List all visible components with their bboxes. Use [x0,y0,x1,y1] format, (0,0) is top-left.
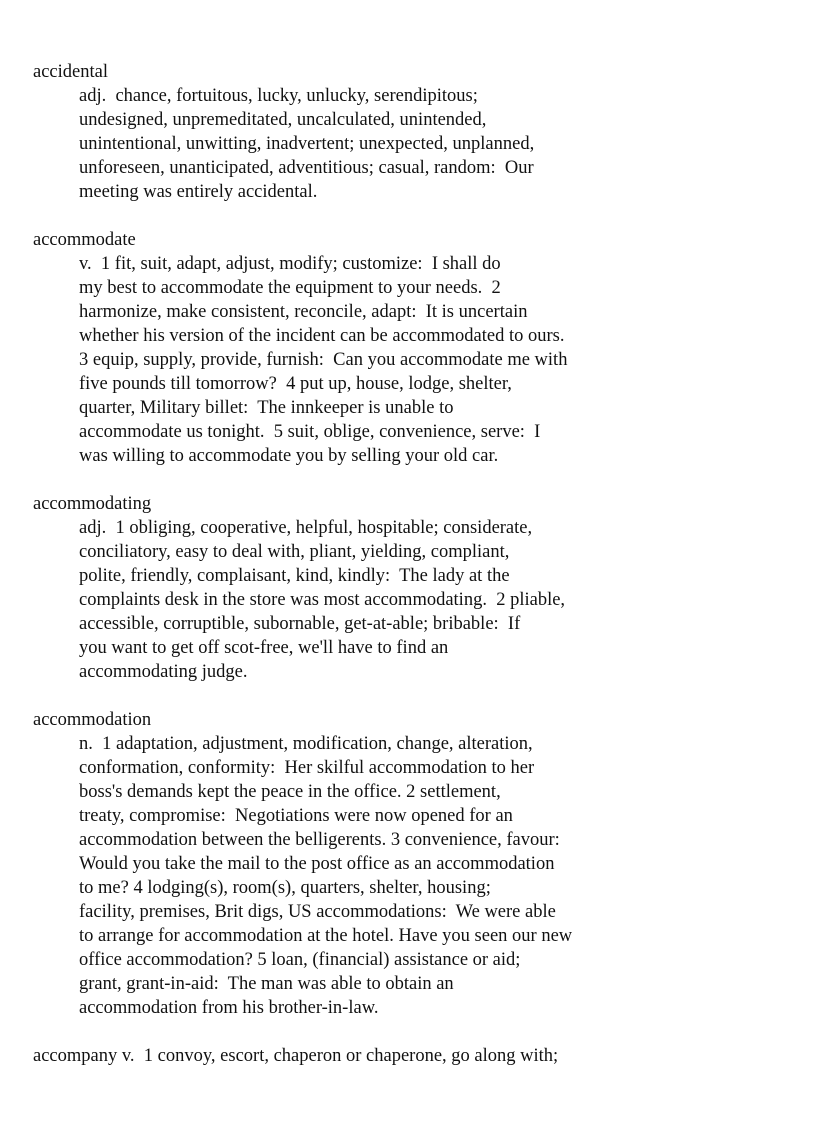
definition-line: v. 1 fit, suit, adapt, adjust, modify; customize: I shall do [79,254,501,274]
definition-line: accommodating judge. [79,662,248,682]
definition-line: to me? 4 lodging(s), room(s), quarters, shelter, housing; [79,878,491,898]
definition-line: grant, grant-in-aid: The man was able to obtain an [79,974,454,994]
definition-line: meeting was entirely accidental. [79,182,318,202]
definition-line: boss's demands kept the peace in the office. 2 settlement, [79,782,501,802]
definition-line: 3 equip, supply, provide, furnish: Can you accommodate me with [79,350,568,370]
definition-line: quarter, Military billet: The innkeeper is unable to [79,398,454,418]
entry-accidental [33,60,793,204]
definition-line: harmonize, make consistent, reconcile, adapt: It is uncertain [79,302,528,322]
definition-line: whether his version of the incident can be accommodated to ours. [79,326,565,346]
definition-line: accommodate us tonight. 5 suit, oblige, convenience, serve: I [79,422,541,442]
entry-accommodating [33,492,793,684]
definition-line: five pounds till tomorrow? 4 put up, house, lodge, shelter, [79,374,512,394]
entry-accommodate [33,228,793,468]
headword: accommodate [33,230,136,250]
entry-accompany-start: accompany v. 1 convoy, escort, chaperon or chaperone, go along with; [33,1046,559,1066]
definition-line: n. 1 adaptation, adjustment, modification, change, alteration, [79,734,533,754]
definition-line: facility, premises, Brit digs, US accommodations: We were able [79,902,556,922]
definition-line: unintentional, unwitting, inadvertent; unexpected, unplanned, [79,134,535,154]
definition [79,732,793,1020]
definition-line: to arrange for accommodation at the hotel. Have you seen our new [79,926,573,946]
definition-line: polite, friendly, complaisant, kind, kindly: The lady at the [79,566,510,586]
definition-line: adj. 1 obliging, cooperative, helpful, hospitable; considerate, [79,518,533,538]
definition [79,252,793,468]
definition-line: undesigned, unpremeditated, uncalculated, unintended, [79,110,487,130]
headword: accommodation [33,710,152,730]
definition-line: you want to get off scot-free, we'll have to find an [79,638,449,658]
definition-line: accessible, corruptible, subornable, get-at-able; bribable: If [79,614,521,634]
definition-line: my best to accommodate the equipment to your needs. 2 [79,278,501,298]
definition-line: office accommodation? 5 loan, (financial) assistance or aid; [79,950,521,970]
definition-line: was willing to accommodate you by selling your old car. [79,446,499,466]
definition-line: complaints desk in the store was most accommodating. 2 pliable, [79,590,566,610]
headword: accidental [33,62,108,82]
definition-line: unforeseen, unanticipated, adventitious; casual, random: Our [79,158,534,178]
dictionary-page [33,60,793,1068]
definition-line: Would you take the mail to the post office as an accommodation [79,854,555,874]
definition-line: conformation, conformity: Her skilful accommodation to her [79,758,535,778]
definition-line: accommodation between the belligerents. 3 convenience, favour: [79,830,560,850]
entry-accommodation [33,708,793,1020]
headword: accommodating [33,494,152,514]
definition [79,84,793,204]
definition [79,516,793,684]
definition-line: accommodation from his brother-in-law. [79,998,379,1018]
definition-line: conciliatory, easy to deal with, pliant, yielding, compliant, [79,542,510,562]
definition-line: adj. chance, fortuitous, lucky, unlucky, serendipitous; [79,86,478,106]
definition-line: treaty, compromise: Negotiations were now opened for an [79,806,513,826]
